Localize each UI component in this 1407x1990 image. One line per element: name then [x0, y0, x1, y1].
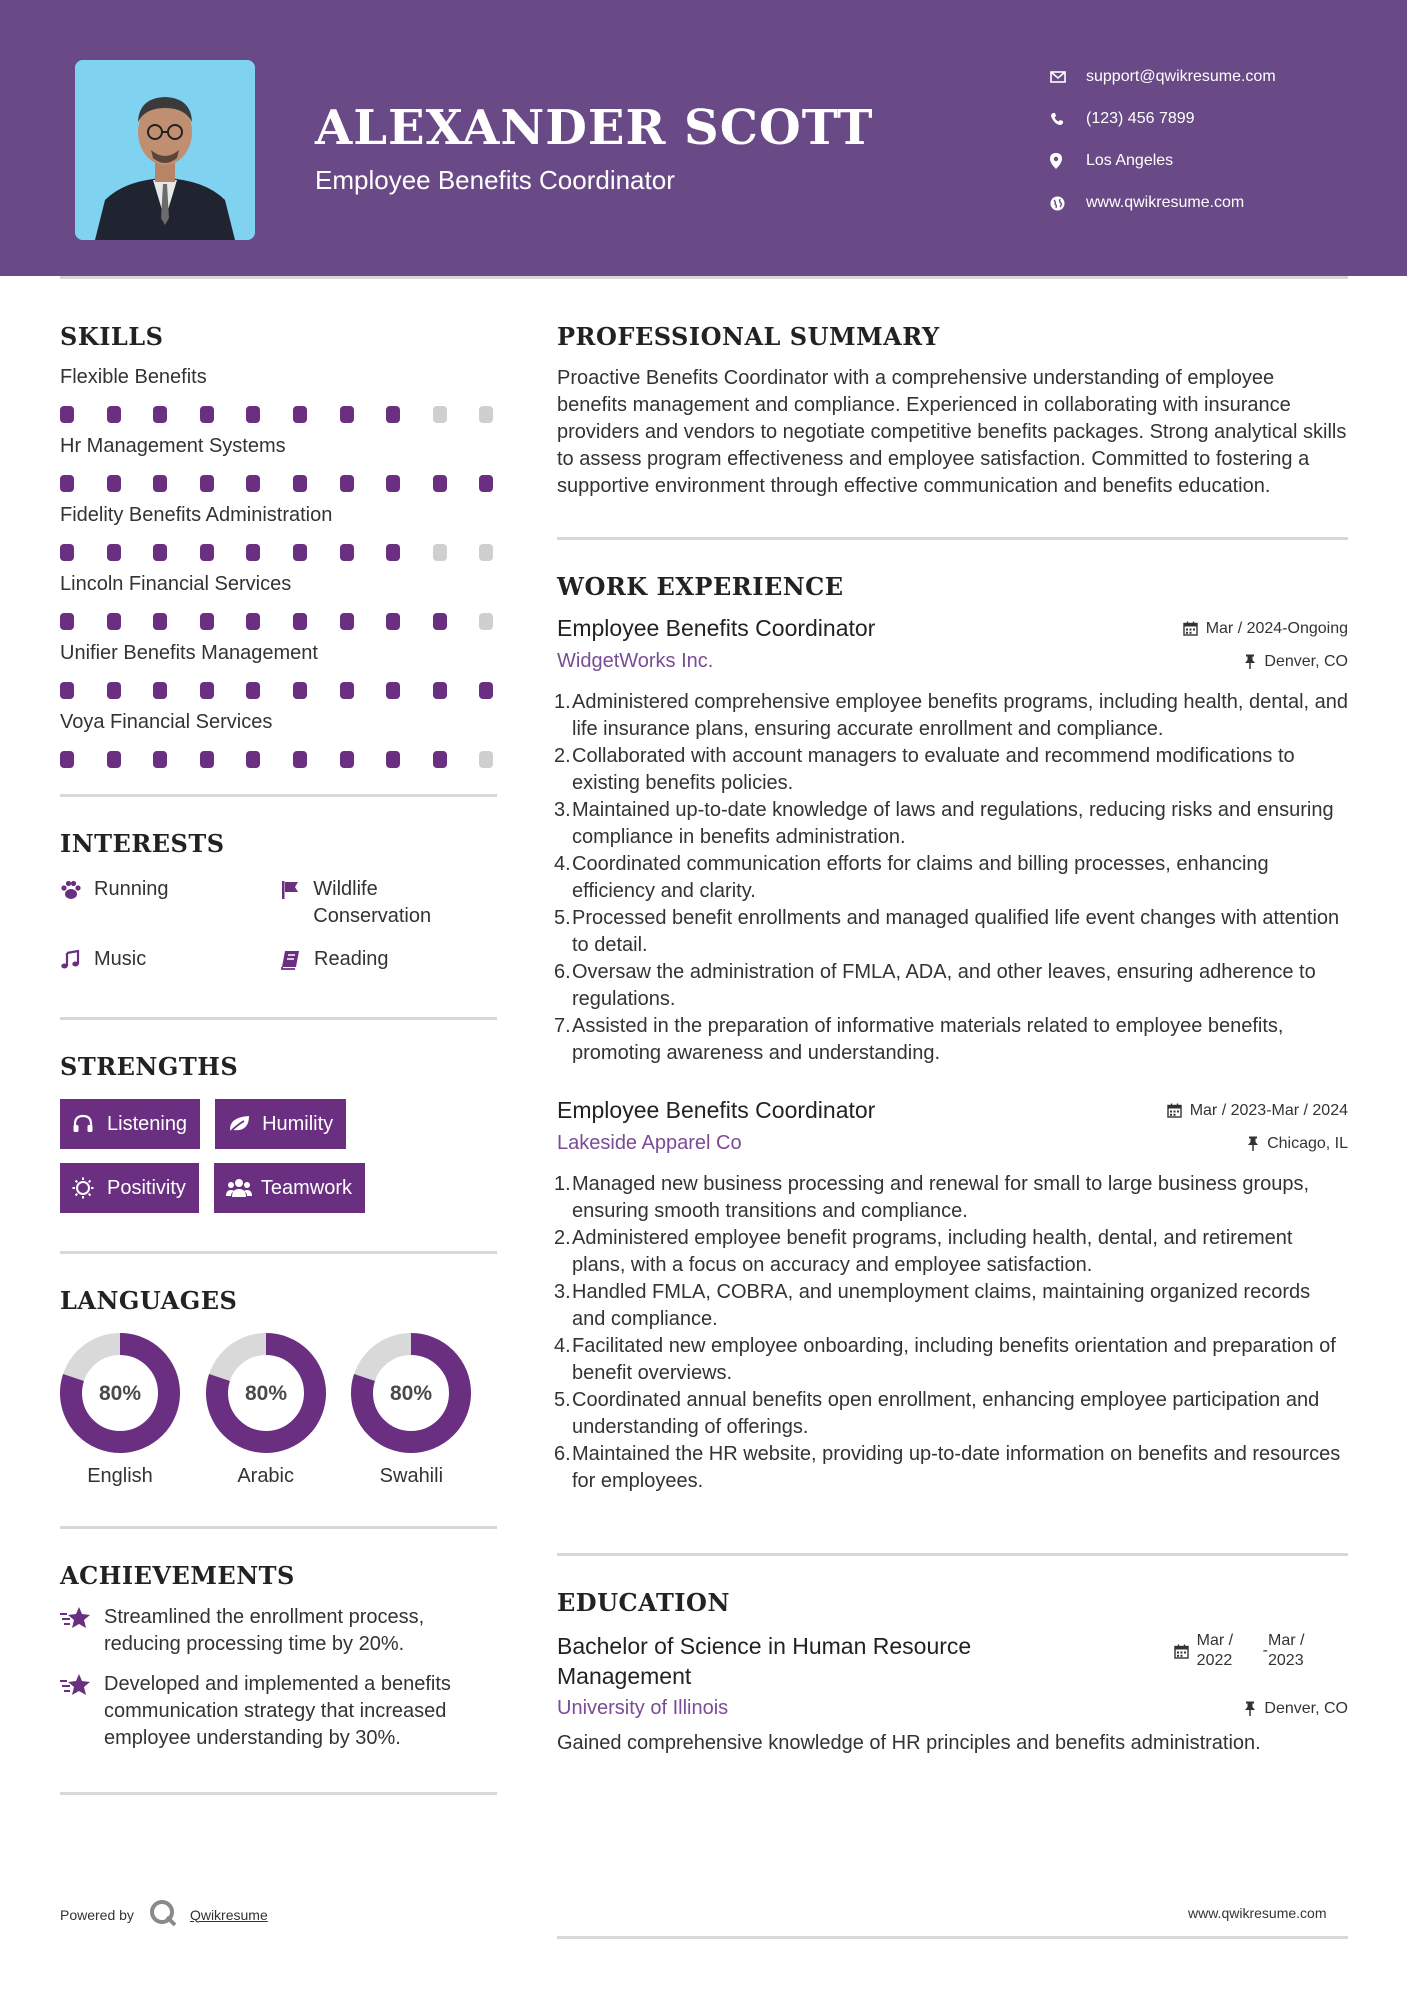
education-end: Mar / 2023	[1268, 1632, 1305, 1669]
skill-dot	[153, 475, 167, 492]
book-icon	[280, 946, 314, 973]
skill-dot	[200, 475, 214, 492]
header-banner	[0, 0, 1407, 276]
date-separator: -	[1262, 1642, 1268, 1659]
skill-dot	[200, 544, 214, 561]
bullet-text: Administered comprehensive employee benefits programs, including health, dental, and life insurance plans, ensuring accurate enrollment and compliance.	[572, 691, 1349, 740]
list-item: 3. Handled FMLA, COBRA, and unemployment claims, maintaining organized records and compliance.	[557, 1279, 1348, 1333]
education-entry	[557, 1631, 1348, 1757]
job-dates	[1167, 1102, 1348, 1120]
job-entry	[554, 615, 1349, 1067]
education-dates	[1174, 1631, 1348, 1671]
achievement-item	[60, 1604, 497, 1658]
skill-dot	[293, 406, 307, 423]
header-divider	[60, 276, 1348, 279]
skill-dot	[200, 613, 214, 630]
company-name: WidgetWorks Inc.	[557, 650, 714, 672]
skill-dot	[153, 751, 167, 768]
skill-dot	[107, 751, 121, 768]
section-divider	[60, 1251, 497, 1254]
skill-dot	[107, 475, 121, 492]
experience-title: WORK EXPERIENCE	[557, 572, 844, 601]
achievements-title: ACHIEVEMENTS	[60, 1561, 295, 1590]
skill-dot	[293, 682, 307, 699]
strengths-title: STRENGTHS	[60, 1052, 239, 1081]
list-item: 5. Coordinated annual benefits open enrollment, enhancing employee participation and understanding of offerings.	[557, 1387, 1348, 1441]
skill-dot	[246, 544, 260, 561]
bullet-text: Collaborated with account managers to evaluate and recommend modifications to existing benefits policies.	[572, 745, 1295, 794]
education-description: Gained comprehensive knowledge of HR principles and benefits administration.	[557, 1732, 1261, 1754]
achievement-text: Streamlined the enrollment process, reducing processing time by 20%.	[104, 1606, 425, 1655]
skill-dot	[60, 682, 74, 699]
skill-rating	[60, 613, 497, 630]
education-start: Mar / 2022	[1196, 1632, 1234, 1669]
bullet-text: Oversaw the administration of FMLA, ADA, and other leaves, ensuring adherence to regulations.	[572, 961, 1316, 1010]
skill-item	[60, 642, 497, 699]
skill-name: Unifier Benefits Management	[60, 642, 318, 664]
skill-rating	[60, 751, 497, 768]
job-subheader	[557, 1132, 1348, 1155]
skill-dot	[386, 406, 400, 423]
contact-location	[1050, 140, 1380, 182]
pin-icon	[1247, 1136, 1259, 1151]
profile-photo	[75, 60, 255, 240]
skills-title: SKILLS	[60, 322, 164, 351]
achievements-list	[60, 1604, 497, 1752]
job-header	[557, 1097, 1348, 1124]
degree-title: Bachelor of Science in Human Resource Management	[557, 1633, 972, 1689]
skill-dot	[479, 475, 493, 492]
skill-dot	[153, 544, 167, 561]
bullet-text: Coordinated communication efforts for claims and billing processes, enhancing efficiency and clarity.	[572, 853, 1269, 902]
globe-icon	[1050, 196, 1086, 211]
powered-by-text: Powered by	[60, 1906, 134, 1923]
job-dates	[1183, 620, 1348, 638]
skill-name: Flexible Benefits	[60, 366, 207, 388]
contact-email-text: support@qwikresume.com	[1086, 68, 1276, 85]
job-location	[1247, 1135, 1348, 1153]
interest-item	[60, 946, 280, 973]
right-column	[554, 322, 1349, 1757]
job-header	[557, 615, 1348, 642]
list-item: 4. Coordinated communication efforts for claims and billing processes, enhancing efficiency and clarity.	[557, 851, 1348, 905]
job-title: Employee Benefits Coordinator	[557, 1097, 876, 1123]
bullet-text: Managed new business processing and renewal for small to large business groups, ensuring smooth transitions and compliance.	[572, 1173, 1310, 1222]
strengths-list	[60, 1099, 497, 1213]
section-divider	[60, 794, 497, 797]
leaf-icon	[227, 1114, 262, 1134]
skill-name: Lincoln Financial Services	[60, 573, 292, 595]
skill-dot	[293, 544, 307, 561]
skill-item	[60, 504, 497, 561]
interest-item	[280, 876, 497, 930]
skill-dot	[433, 682, 447, 699]
language-item	[60, 1333, 206, 1488]
star-icon	[60, 1671, 104, 1698]
skill-dot	[386, 544, 400, 561]
skill-dot	[386, 475, 400, 492]
skill-dot	[340, 406, 354, 423]
bullet-text: Handled FMLA, COBRA, and unemployment claims, maintaining organized records and compliance.	[572, 1281, 1311, 1330]
bullet-text: Maintained the HR website, providing up-to-date information on benefits and resources for employees.	[572, 1443, 1341, 1492]
contact-email[interactable]	[1050, 56, 1380, 98]
pin-icon	[1244, 654, 1256, 669]
skill-dot	[386, 751, 400, 768]
skill-dot	[153, 613, 167, 630]
skill-dot	[60, 613, 74, 630]
list-item: 3. Maintained up-to-date knowledge of laws and regulations, reducing risks and ensuring compliance in benefits administration.	[557, 797, 1348, 851]
strength-label: Positivity	[107, 1176, 186, 1199]
list-item: 5. Processed benefit enrollments and managed qualified life event changes with attention to detail.	[557, 905, 1348, 959]
bullet-text: Assisted in the preparation of informative materials related to employee benefits, promoting awareness and understanding.	[572, 1015, 1284, 1064]
education-title: EDUCATION	[557, 1588, 730, 1617]
list-item: 6. Oversaw the administration of FMLA, ADA, and other leaves, ensuring adherence to regulations.	[557, 959, 1348, 1013]
section-divider	[557, 537, 1348, 540]
interest-label: Wildlife Conservation	[313, 878, 432, 927]
powered-by-brand-link[interactable]: Qwikresume	[189, 1906, 268, 1923]
skill-name: Voya Financial Services	[60, 711, 273, 733]
skill-dot	[60, 475, 74, 492]
education-header	[557, 1631, 1348, 1691]
job-entry	[554, 1097, 1348, 1495]
calendar-icon	[1174, 1644, 1189, 1659]
list-item: 7. Assisted in the preparation of informative materials related to employee benefits, promoting awareness and understanding.	[557, 1013, 1348, 1067]
contact-website[interactable]	[1050, 182, 1380, 224]
job-location-text: Denver, CO	[1264, 652, 1348, 670]
skill-dot	[60, 544, 74, 561]
education-location	[1244, 1700, 1348, 1718]
skill-dot	[107, 682, 121, 699]
strength-chip	[214, 1163, 365, 1213]
interest-label: Running	[94, 878, 169, 900]
pin-icon	[1244, 1701, 1256, 1716]
languages-list	[60, 1333, 497, 1488]
footer-website-link[interactable]: www.qwikresume.com	[1188, 1905, 1327, 1921]
skill-rating	[60, 544, 497, 561]
skill-rating	[60, 406, 497, 423]
skill-dot	[433, 544, 447, 561]
bullet-text: Coordinated annual benefits open enrollment, enhancing employee participation and understanding of offerings.	[572, 1389, 1320, 1438]
skill-dot	[340, 613, 354, 630]
star-icon	[60, 1604, 104, 1631]
skill-name: Fidelity Benefits Administration	[60, 504, 333, 526]
job-dates-text: Mar / 2024-Ongoing	[1205, 619, 1348, 637]
skill-item	[60, 366, 497, 423]
language-label: English	[87, 1465, 153, 1487]
list-item: 4. Facilitated new employee onboarding, including benefits orientation and preparation of benefit overviews.	[557, 1333, 1348, 1387]
skill-dot	[153, 682, 167, 699]
section-divider	[557, 1936, 1348, 1939]
list-item: 2. Administered employee benefit programs, including health, dental, and retirement plans, with a focus on accuracy and employee satisfaction.	[557, 1225, 1348, 1279]
list-item: 2. Collaborated with account managers to evaluate and recommend modifications to existing benefits policies.	[557, 743, 1348, 797]
skill-dot	[153, 406, 167, 423]
section-divider	[60, 1526, 497, 1529]
skill-dot	[246, 613, 260, 630]
skill-dot	[340, 682, 354, 699]
skill-item	[60, 573, 497, 630]
skill-dot	[386, 613, 400, 630]
job-subheader	[557, 650, 1348, 673]
skill-dot	[60, 751, 74, 768]
skill-dot	[479, 406, 493, 423]
skill-dot	[246, 682, 260, 699]
language-gauge	[351, 1333, 471, 1453]
skill-dot	[433, 751, 447, 768]
flag-icon	[280, 876, 313, 903]
section-divider	[60, 1017, 497, 1020]
language-percent: 80%	[244, 1382, 287, 1405]
contact-phone-text: (123) 456 7899	[1086, 110, 1195, 127]
skill-dot	[107, 406, 121, 423]
job-bullets	[554, 1171, 1348, 1495]
education-subheader	[557, 1697, 1348, 1720]
job-bullets	[554, 689, 1349, 1067]
skill-dot	[386, 682, 400, 699]
calendar-icon	[1167, 1103, 1182, 1118]
left-column	[60, 322, 497, 1795]
bullet-text: Processed benefit enrollments and managed qualified life event changes with attention to detail.	[572, 907, 1340, 956]
sun-icon	[72, 1177, 107, 1199]
strength-chip	[60, 1099, 200, 1149]
skill-dot	[479, 613, 493, 630]
job-dates-text: Mar / 2023-Mar / 2024	[1189, 1101, 1348, 1119]
job-title: Employee Benefits Coordinator	[557, 615, 876, 641]
skill-dot	[200, 406, 214, 423]
language-item	[206, 1333, 352, 1488]
language-gauge	[206, 1333, 326, 1453]
skill-dot	[340, 751, 354, 768]
language-item	[351, 1333, 497, 1488]
skill-dot	[200, 751, 214, 768]
contact-phone[interactable]	[1050, 98, 1380, 140]
music-icon	[60, 946, 94, 973]
language-label: Arabic	[237, 1465, 295, 1487]
strength-label: Humility	[262, 1112, 334, 1135]
location-icon	[1050, 153, 1086, 169]
contact-location-text: Los Angeles	[1086, 152, 1174, 169]
bullet-text: Administered employee benefit programs, including health, dental, and retirement plans, with a focus on accuracy and employee satisfaction.	[572, 1227, 1293, 1276]
skill-dot	[433, 475, 447, 492]
bullet-text: Maintained up-to-date knowledge of laws and regulations, reducing risks and ensuring compliance in benefits administration.	[572, 799, 1334, 848]
skills-list	[60, 366, 497, 768]
language-percent: 80%	[390, 1382, 433, 1405]
languages-title: LANGUAGES	[60, 1286, 238, 1315]
achievement-item	[60, 1671, 497, 1752]
skill-dot	[433, 613, 447, 630]
skill-dot	[293, 751, 307, 768]
education-location-text: Denver, CO	[1264, 1699, 1348, 1717]
qwikresume-logo-icon	[148, 1898, 178, 1931]
candidate-role: Employee Benefits Coordinator	[315, 165, 675, 195]
bullet-text: Facilitated new employee onboarding, including benefits orientation and preparation of benefit overviews.	[572, 1335, 1336, 1384]
strength-chip	[215, 1099, 346, 1149]
skill-dot	[60, 406, 74, 423]
skill-dot	[433, 406, 447, 423]
interests-list	[60, 876, 497, 973]
skill-dot	[246, 751, 260, 768]
interest-item	[280, 946, 497, 973]
email-icon	[1050, 71, 1086, 83]
school-name: University of Illinois	[557, 1697, 729, 1719]
calendar-icon	[1183, 621, 1198, 636]
language-label: Swahili	[379, 1465, 444, 1487]
achievement-text: Developed and implemented a benefits communication strategy that increased employee understanding by 30%.	[104, 1673, 451, 1749]
section-divider	[60, 1792, 497, 1795]
skill-dot	[246, 406, 260, 423]
skill-dot	[246, 475, 260, 492]
skill-dot	[479, 544, 493, 561]
language-gauge	[60, 1333, 180, 1453]
powered-by	[60, 1898, 268, 1931]
summary-title: PROFESSIONAL SUMMARY	[557, 322, 940, 351]
interests-title: INTERESTS	[60, 829, 225, 858]
skill-rating	[60, 475, 497, 492]
headphones-icon	[72, 1114, 107, 1134]
job-location-text: Chicago, IL	[1267, 1134, 1348, 1152]
contact-website-text: www.qwikresume.com	[1086, 194, 1245, 211]
list-item: 6. Maintained the HR website, providing up-to-date information on benefits and resources for employees.	[557, 1441, 1348, 1495]
interest-item	[60, 876, 280, 930]
skill-dot	[200, 682, 214, 699]
summary-text: Proactive Benefits Coordinator with a comprehensive understanding of employee benefits management and compliance. Experienced in collaborating with insurance providers and vendors to negotiate competitive benefits packages. Strong analytical skills to assess program effectiveness and employee satisfaction. Committed to fostering a supportive environment through effective communication and benefits education.	[557, 367, 1347, 497]
skill-dot	[340, 475, 354, 492]
skill-dot	[293, 475, 307, 492]
interest-label: Music	[94, 948, 147, 970]
strength-label: Listening	[107, 1112, 188, 1135]
skill-dot	[479, 751, 493, 768]
skill-item	[60, 711, 497, 768]
language-percent: 80%	[98, 1382, 142, 1405]
skill-dot	[107, 544, 121, 561]
strength-chip	[60, 1163, 199, 1213]
skill-item	[60, 435, 497, 492]
skill-dot	[340, 544, 354, 561]
strength-label: Teamwork	[260, 1176, 353, 1199]
candidate-name: ALEXANDER SCOTT	[315, 100, 874, 156]
skill-dot	[479, 682, 493, 699]
company-name: Lakeside Apparel Co	[557, 1132, 742, 1154]
phone-icon	[1050, 112, 1086, 126]
skill-dot	[293, 613, 307, 630]
list-item: 1. Administered comprehensive employee benefits programs, including health, dental, and life insurance plans, ensuring accurate enrollment and compliance.	[557, 689, 1348, 743]
job-location	[1244, 653, 1348, 671]
paw-icon	[60, 876, 94, 903]
list-item: 1. Managed new business processing and renewal for small to large business groups, ensuring smooth transitions and compliance.	[557, 1171, 1348, 1225]
skill-name: Hr Management Systems	[60, 435, 286, 457]
contact-list	[1050, 56, 1380, 224]
users-icon	[226, 1178, 261, 1198]
skill-dot	[107, 613, 121, 630]
skill-rating	[60, 682, 497, 699]
interest-label: Reading	[314, 948, 389, 970]
section-divider	[557, 1553, 1348, 1556]
